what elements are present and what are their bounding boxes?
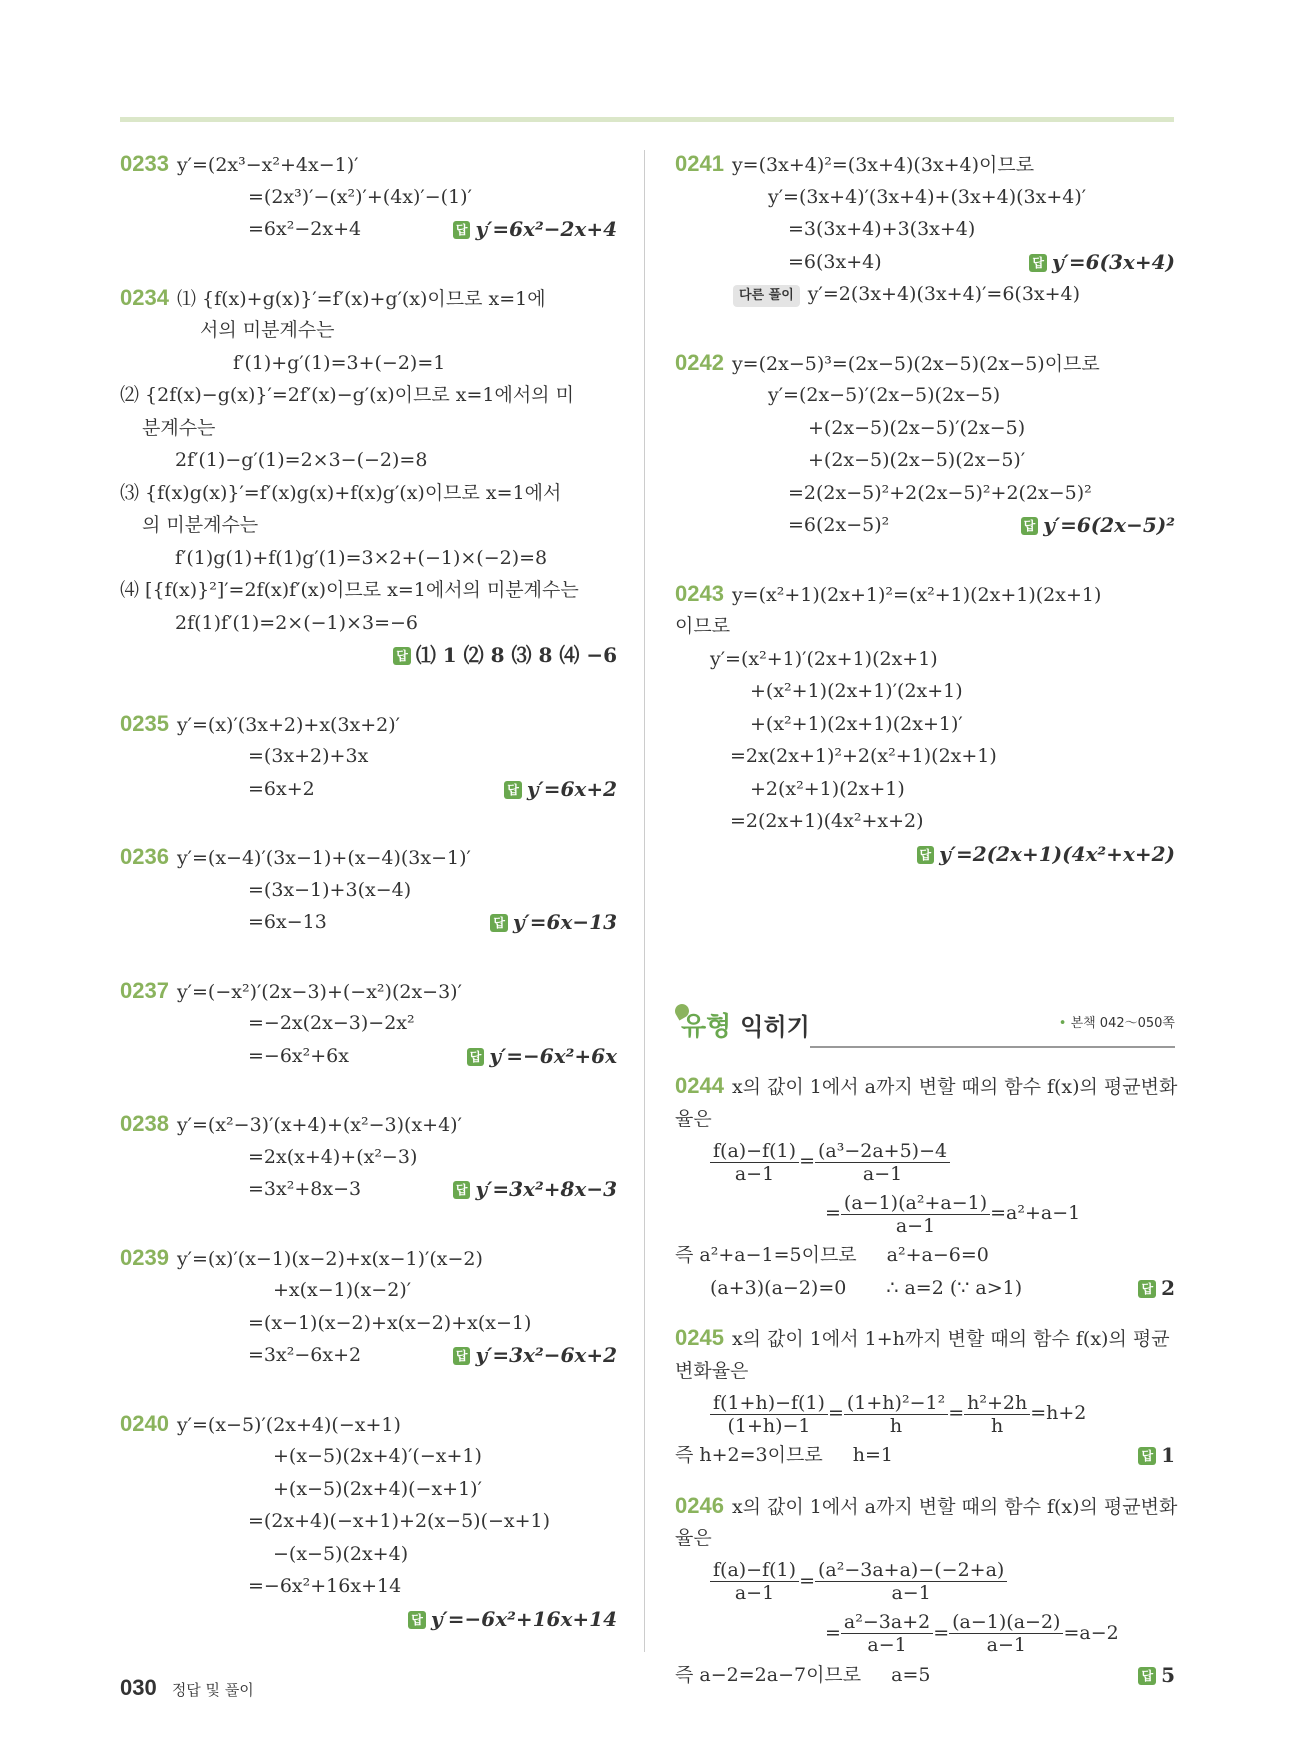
intro-line: 율은 <box>675 1527 712 1549</box>
solution-line <box>120 282 617 315</box>
problem-0234 <box>120 282 617 672</box>
fraction: $\frac{f(1+h)-f(1)}{(1+h)-1}$ <box>710 1392 828 1437</box>
intro-line: x의 값이 1에서 a까지 변할 때의 함수 f(x)의 평균변화 <box>731 1076 1178 1098</box>
problem-number: 0233 <box>120 151 169 176</box>
answer-badge: 답 <box>1138 1447 1156 1465</box>
solution-line <box>120 1408 617 1441</box>
expression: +(x−5)(2x+4)′(−x+1) <box>273 1445 482 1467</box>
answer <box>453 213 617 246</box>
step-line: a²+a−6=0 <box>886 1244 989 1266</box>
answer-badge: 답 <box>453 221 471 239</box>
solution-line <box>120 1173 617 1206</box>
expression: y′=(x−5)′(2x+4)(−x+1) <box>176 1413 401 1436</box>
solution-line <box>675 610 1175 643</box>
result: =a²+a−1 <box>990 1202 1081 1224</box>
answer <box>393 639 617 672</box>
solution-line <box>120 1440 617 1473</box>
expression: 이므로 <box>675 615 731 637</box>
expression: +2(x²+1)(2x+1) <box>750 777 905 800</box>
answer-value: y′=−6x²+6x <box>489 1043 617 1068</box>
alt-solution-badge: 다른 풀이 <box>733 285 800 307</box>
expression: 2f(1)f′(1)=2×(−1)×3=−6 <box>175 611 418 634</box>
problem-number: 0234 <box>120 284 169 310</box>
bullet-icon: • <box>1058 1016 1067 1031</box>
answer: 답 2 <box>1138 1272 1175 1305</box>
answer-badge: 답 <box>467 1048 485 1066</box>
answer-badge: 답 <box>1021 517 1039 535</box>
expression: +(x−5)(2x+4)(−x+1)′ <box>273 1477 482 1500</box>
solution-line <box>120 975 617 1008</box>
expression: =6x²−2x+4 <box>248 218 362 240</box>
intro-line: 변화율은 <box>675 1359 749 1382</box>
answer: 답 1 <box>1138 1439 1175 1472</box>
solution-line <box>120 1242 617 1275</box>
section-title-green: 유형 <box>681 1012 732 1042</box>
expression: ⑴ {f(x)+g(x)}′=f′(x)+g′(x)이므로 x=1에 <box>176 287 546 310</box>
solution-line <box>120 314 617 347</box>
expression: =2x(x+4)+(x²−3) <box>248 1145 418 1168</box>
expression: ⑷ [{f(x)}²]′=2f(x)f′(x)이므로 x=1에서의 미분계수는 <box>120 579 579 601</box>
expression: =2(2x+1)(4x²+x+2) <box>730 810 924 832</box>
expression: =3x²−6x+2 <box>248 1344 362 1366</box>
step-line: 즉 a²+a−1=5이므로 <box>675 1244 857 1266</box>
section-header <box>675 990 1175 1060</box>
answer-badge: 답 <box>1138 1667 1156 1685</box>
expression: y′=2(3x+4)(3x+4)′=6(3x+4) <box>807 283 1081 305</box>
answer-badge: 답 <box>1138 1280 1156 1298</box>
expression: =6(2x−5)² <box>788 514 890 536</box>
intro-line: x의 값이 1에서 1+h까지 변할 때의 함수 f(x)의 평균 <box>731 1328 1170 1350</box>
solution-line <box>675 838 1175 871</box>
problem-number: 0244 <box>675 1073 724 1098</box>
answer-value: y′=6(2x−5)² <box>1043 513 1175 537</box>
expression: 의 미분계수는 <box>142 514 259 536</box>
answer-value: y′=6(3x+4) <box>1051 249 1175 274</box>
problem-0246: 0246 x의 값이 1에서 a까지 변할 때의 함수 f(x)의 평균변화 율은 $\frac{f(a)-f(1)}{a-1}$ = $\frac{\text{(a²−3a+a)−(−2+a)}}{a-1}$ = $\frac{\text{a²−3a+2}}{a-1}$ = $\frac{(a-1)(a-2)}{a-1}$ =a−2 즉 a−2=2a−7이므로 a=5 답 5 <box>675 1490 1175 1692</box>
answer <box>408 1603 617 1636</box>
problem-number: 0237 <box>120 977 169 1003</box>
solution-line <box>120 1141 617 1174</box>
fraction: $\frac{(a-1)(a-2)}{a-1}$ <box>949 1611 1063 1656</box>
expression: =2(2x−5)²+2(2x−5)²+2(2x−5)² <box>788 481 1092 504</box>
expression: +(2x−5)(2x−5)(2x−5)′ <box>808 449 1026 471</box>
intro-line: x의 값이 1에서 a까지 변할 때의 함수 f(x)의 평균변화 <box>731 1495 1178 1518</box>
expression: =−6x²+6x <box>248 1044 349 1067</box>
answer-badge: 답 <box>453 1347 471 1365</box>
problem-number: 0236 <box>120 844 169 869</box>
answer-value: y′=6x²−2x+4 <box>475 217 617 241</box>
solution-line <box>120 906 617 939</box>
expression: =−6x²+16x+14 <box>248 1575 402 1597</box>
expression: =−2x(2x−3)−2x² <box>248 1012 415 1034</box>
problem-0239 <box>120 1242 617 1372</box>
expression: =(2x³)′−(x²)′+(4x)′−(1)′ <box>248 185 472 208</box>
expression: =(3x−1)+3(x−4) <box>248 878 412 901</box>
expression: y′=(2x−5)′(2x−5)(2x−5) <box>768 384 1001 406</box>
solution-line <box>675 477 1175 510</box>
answer-badge: 답 <box>917 846 935 864</box>
expression: f′(1)g(1)+f(1)g′(1)=3×2+(−1)×(−2)=8 <box>175 546 548 569</box>
problem-number: 0245 <box>675 1325 724 1350</box>
solution-line <box>675 578 1175 611</box>
expression: y′=(−x²)′(2x−3)+(−x²)(2x−3)′ <box>176 980 462 1003</box>
intro-line: 율은 <box>675 1107 712 1130</box>
answer-badge: 답 <box>504 781 522 799</box>
fraction: $\frac{f(a)-f(1)}{a-1}$ <box>710 1140 799 1185</box>
solution-line <box>675 148 1175 181</box>
problem-number: 0243 <box>675 580 724 606</box>
expression: +(x²+1)(2x+1)(2x+1)′ <box>750 712 963 735</box>
fraction: $\frac{\text{h²+2h}}{h}$ <box>964 1392 1030 1437</box>
answer-badge: 답 <box>393 647 411 665</box>
answer <box>453 1339 617 1372</box>
expression: y=(x²+1)(2x+1)²=(x²+1)(2x+1)(2x+1) <box>731 583 1102 606</box>
answer <box>467 1040 617 1073</box>
solution-line <box>120 874 617 907</box>
answer <box>453 1173 617 1206</box>
expression: +(x²+1)(2x+1)′(2x+1) <box>750 680 963 702</box>
expression: =(x−1)(x−2)+x(x−2)+x(x−1) <box>248 1311 532 1334</box>
solution-line <box>675 708 1175 741</box>
expression: +(2x−5)(2x−5)′(2x−5) <box>808 416 1026 439</box>
solution-line <box>120 1007 617 1040</box>
expression: −(x−5)(2x+4) <box>273 1542 409 1565</box>
expression: =(2x+4)(−x+1)+2(x−5)(−x+1) <box>248 1510 551 1532</box>
step-line: a=5 <box>891 1663 931 1686</box>
solution-line <box>120 379 617 412</box>
section-title-black: 익히기 <box>740 1013 810 1041</box>
solution-line <box>120 1339 617 1372</box>
solution-line <box>675 675 1175 708</box>
solution-line <box>120 773 617 806</box>
top-divider <box>120 117 1174 122</box>
solution-line <box>120 1603 617 1636</box>
fraction: $\frac{\text{(1+h)²−1²}}{h}$ <box>844 1392 948 1437</box>
answer <box>504 773 617 806</box>
step-line: 즉 h+2=3이므로 <box>675 1444 823 1466</box>
problem-0241 <box>675 148 1175 311</box>
step-line: ∴ a=2 (∵ a>1) <box>886 1276 1023 1299</box>
expression: =3(3x+4)+3(3x+4) <box>788 218 976 240</box>
answer <box>490 906 617 939</box>
expression: f′(1)+g′(1)=3+(−2)=1 <box>233 351 446 374</box>
fraction: $\frac{\text{a²−3a+2}}{a-1}$ <box>841 1611 933 1656</box>
answer-value: y′=3x²+8x−3 <box>475 1177 617 1201</box>
answer <box>1029 246 1175 279</box>
solution-line <box>675 773 1175 806</box>
answer-value: y′=6x−13 <box>512 910 617 934</box>
solution-line <box>120 148 617 181</box>
answer-badge: 답 <box>1029 254 1047 272</box>
expression: =6x+2 <box>248 777 315 800</box>
solution-line <box>120 708 617 741</box>
solution-line <box>675 509 1175 542</box>
solution-line <box>675 444 1175 477</box>
fraction: $\frac{\text{(a−1)(a²+a−1)}}{a-1}$ <box>841 1192 990 1237</box>
problem-0236 <box>120 841 617 939</box>
problem-0237 <box>120 975 617 1073</box>
page-footer <box>120 1675 254 1701</box>
solution-line <box>120 542 617 575</box>
solution-line <box>675 643 1175 676</box>
solution-line <box>120 477 617 510</box>
solution-line <box>120 574 617 607</box>
solution-line <box>675 246 1175 279</box>
solution-line <box>675 412 1175 445</box>
expression: y′=(x²+1)′(2x+1)(2x+1) <box>710 647 938 670</box>
expression: +x(x−1)(x−2)′ <box>273 1279 412 1301</box>
expression: =6x−13 <box>248 911 327 933</box>
problem-0240 <box>120 1408 617 1636</box>
step-line: (a+3)(a−2)=0 <box>710 1276 847 1299</box>
answer: 답 5 <box>1138 1659 1175 1692</box>
result: =h+2 <box>1030 1402 1087 1424</box>
solution-line <box>120 841 617 874</box>
section-title <box>681 1006 810 1043</box>
solution-line <box>120 639 617 672</box>
expression: =(3x+2)+3x <box>248 745 369 767</box>
problem-number: 0239 <box>120 1244 169 1270</box>
section-reference <box>1059 1012 1175 1031</box>
answer-value: y′=3x²−6x+2 <box>475 1343 617 1367</box>
problem-number: 0241 <box>675 151 724 176</box>
solution-line <box>120 1538 617 1571</box>
solution-line <box>675 740 1175 773</box>
expression: =6(3x+4) <box>788 250 882 273</box>
problem-number: 0238 <box>120 1111 169 1136</box>
fraction: $\frac{f(a)-f(1)}{a-1}$ <box>710 1559 799 1604</box>
solution-line <box>120 1473 617 1506</box>
answer-value: ⑴ 1 ⑵ 8 ⑶ 8 ⑷ −6 <box>415 643 617 667</box>
problem-number: 0246 <box>675 1492 724 1518</box>
solution-line <box>120 181 617 214</box>
solution-line <box>120 509 617 542</box>
problem-number: 0242 <box>675 349 724 375</box>
right-problems <box>675 148 1175 870</box>
solution-line <box>675 379 1175 412</box>
solution-line <box>120 1108 617 1141</box>
solution-line <box>120 1040 617 1073</box>
problem-0235 <box>120 708 617 806</box>
expression: y=(3x+4)²=(3x+4)(3x+4)이므로 <box>731 154 1035 176</box>
expression: =2x(2x+1)²+2(x²+1)(2x+1) <box>730 745 997 767</box>
answer <box>917 838 1175 871</box>
solution-line <box>120 1570 617 1603</box>
expression: ⑶ {f(x)g(x)}′=f′(x)g(x)+f(x)g′(x)이므로 x=1에서 <box>120 481 562 504</box>
solution-line <box>120 1505 617 1538</box>
section-reference-text: 본책 042～050쪽 <box>1070 1016 1175 1031</box>
page-number: 030 <box>120 1675 157 1700</box>
problem-0242 <box>675 347 1175 542</box>
solution-line <box>120 740 617 773</box>
solution-line <box>675 805 1175 838</box>
answer-badge: 답 <box>408 1611 426 1629</box>
step-line: 즉 a−2=2a−7이므로 <box>675 1663 862 1686</box>
expression: 서의 미분계수는 <box>200 319 335 341</box>
solution-line <box>675 347 1175 380</box>
solution-line <box>120 607 617 640</box>
column-divider <box>644 150 645 1652</box>
problem-0233 <box>120 148 617 246</box>
step-line: h=1 <box>852 1444 893 1466</box>
problem-0243 <box>675 578 1175 871</box>
problem-0245: 0245 x의 값이 1에서 1+h까지 변할 때의 함수 f(x)의 평균 변화율은 $\frac{f(1+h)-f(1)}{(1+h)-1}$ = $\frac{\text{(1+h)²−1²}}{h}$ = $\frac{\text{h²+2h}}{h}$ =h+2 즉 h+2=3이므로 h=1 답 1 <box>675 1322 1175 1472</box>
solution-line <box>120 1274 617 1307</box>
answer-value: y′=6x+2 <box>526 776 617 801</box>
expression: 분계수는 <box>142 416 216 439</box>
expression: =3x²+8x−3 <box>248 1178 362 1200</box>
expression: y′=(x²−3)′(x+4)+(x²−3)(x+4)′ <box>176 1114 462 1136</box>
expression: y′=(x)′(x−1)(x−2)+x(x−1)′(x−2) <box>176 1247 483 1270</box>
page-label: 정답 및 풀이 <box>171 1681 254 1699</box>
answer <box>1021 509 1175 542</box>
solution-line <box>675 181 1175 214</box>
expression: y=(2x−5)³=(2x−5)(2x−5)(2x−5)이므로 <box>731 352 1100 375</box>
left-column <box>120 148 617 1671</box>
problem-0238 <box>120 1108 617 1206</box>
answer-badge: 답 <box>490 914 508 932</box>
expression: ⑵ {2f(x)−g(x)}′=2f′(x)−g′(x)이므로 x=1에서의 미 <box>120 384 574 406</box>
answer-value: y′=2(2x+1)(4x²+x+2) <box>939 841 1175 866</box>
expression: y′=(2x³−x²+4x−1)′ <box>176 154 359 176</box>
solution-line <box>675 213 1175 246</box>
right-column <box>675 148 1178 1727</box>
section-underline <box>810 1046 1175 1048</box>
solution-line <box>120 1307 617 1340</box>
solution-line <box>120 444 617 477</box>
problem-0244: 0244 x의 값이 1에서 a까지 변할 때의 함수 f(x)의 평균변화 율은 $\frac{f(a)-f(1)}{a-1}$ = $\frac{\text{(a³−2a+5)−4}}{a-1}$ = $\frac{\text{(a−1)(a²+a−1)}}{a-1}$ =a²+a−1 즉 a²+a−1=5이므로 a²+a−6=0 (a+3)(a−2)=0 ∴ a=2 (∵ a>1) 답 2 <box>675 1070 1175 1304</box>
solution-line <box>120 412 617 445</box>
solution-line <box>120 213 617 246</box>
expression: y′=(x)′(3x+2)+x(3x+2)′ <box>176 713 400 736</box>
solution-line <box>120 347 617 380</box>
fraction: $\frac{\text{(a²−3a+a)−(−2+a)}}{a-1}$ <box>815 1559 1007 1604</box>
fraction: $\frac{\text{(a³−2a+5)−4}}{a-1}$ <box>815 1140 950 1185</box>
problem-number: 0235 <box>120 710 169 736</box>
expression: 2f′(1)−g′(1)=2×3−(−2)=8 <box>175 449 428 471</box>
result: =a−2 <box>1063 1621 1119 1644</box>
answer-badge: 답 <box>453 1181 471 1199</box>
expression: y′=(x−4)′(3x−1)+(x−4)(3x−1)′ <box>176 847 471 869</box>
answer-value: y′=−6x²+16x+14 <box>430 1606 617 1631</box>
expression: y′=(3x+4)′(3x+4)+(3x+4)(3x+4)′ <box>768 185 1087 208</box>
problem-number: 0240 <box>120 1410 169 1436</box>
solution-line <box>675 278 1175 311</box>
